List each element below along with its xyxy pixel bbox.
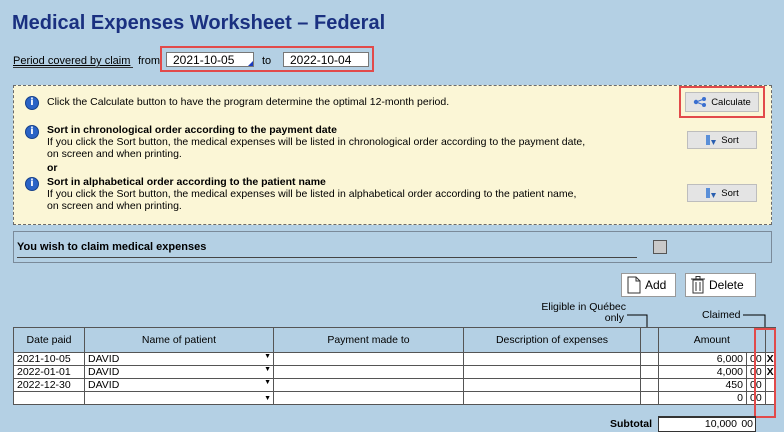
table-row (14, 392, 776, 405)
from-date-field[interactable]: 2021-10-05 (166, 52, 254, 67)
cents-cell[interactable]: 00 (747, 353, 766, 366)
sort-icon (705, 134, 717, 146)
dropdown-arrow-icon[interactable]: ▼ (264, 394, 271, 402)
header-amount: Amount (659, 328, 766, 353)
calculate-button[interactable] (685, 92, 759, 112)
date-cell[interactable] (14, 392, 85, 405)
claim-underline (17, 257, 637, 258)
date-cell[interactable]: 2021-10-05 (14, 353, 85, 366)
patient-cell[interactable] (85, 392, 274, 405)
calculate-info-text: Click the Calculate button to have the program determine the optimal 12-month period. (47, 96, 450, 108)
claimed-highlight (754, 328, 776, 418)
cents-cell[interactable]: 00 (747, 366, 766, 379)
or-label: or (47, 162, 58, 174)
quebec-cell[interactable] (641, 392, 659, 405)
chrono-heading: Sort in chronological order according to the payment date (47, 124, 337, 136)
table-row (14, 379, 776, 392)
add-document-icon (627, 276, 641, 294)
claimed-cell[interactable]: X (766, 353, 774, 365)
sort-icon (705, 187, 717, 199)
quebec-cell[interactable] (641, 366, 659, 379)
description-cell[interactable] (464, 379, 641, 392)
dropdown-arrow-icon[interactable]: ▼ (264, 366, 271, 373)
header-date-paid: Date paid (14, 328, 85, 353)
cents-cell[interactable]: 00 (747, 392, 766, 405)
dropdown-arrow-icon[interactable]: ▼ (264, 353, 271, 360)
payment-to-cell[interactable] (274, 353, 464, 366)
add-button[interactable] (621, 273, 676, 297)
amount-cell[interactable]: 0 (659, 392, 747, 405)
header-payment-to: Payment made to (274, 328, 464, 353)
amount-cell[interactable]: 4,000 (659, 366, 747, 379)
description-cell[interactable] (464, 353, 641, 366)
header-patient: Name of patient (85, 328, 274, 353)
subtotal-label: Subtotal (610, 418, 652, 430)
subtotal-cents: 00 (741, 418, 753, 430)
amount-cell[interactable]: 450 (659, 379, 747, 392)
subtotal-field (658, 416, 756, 432)
sort-chrono-button[interactable] (687, 131, 757, 149)
chrono-text: If you click the Sort button, the medical expenses will be listed in chronological order according to the payment date, (47, 136, 586, 148)
delete-label: Delete (709, 278, 744, 292)
payment-to-cell[interactable] (274, 392, 464, 405)
page-title: Medical Expenses Worksheet – Federal (12, 12, 386, 34)
from-label: from (138, 55, 160, 67)
sort-label: Sort (721, 134, 739, 146)
date-cell[interactable]: 2022-12-30 (14, 379, 85, 392)
quebec-cell[interactable] (641, 353, 659, 366)
alpha-text: If you click the Sort button, the medical expenses will be listed in alphabetical order according to the patient name, (47, 188, 577, 200)
eligible-quebec-line2: only (604, 312, 624, 324)
patient-cell[interactable]: ▼ DAVID (85, 366, 274, 379)
description-cell[interactable] (464, 366, 641, 379)
sort-label: Sort (721, 187, 739, 199)
chrono-text: on screen and when printing. (47, 148, 182, 160)
patient-cell[interactable]: ▼ DAVID (85, 353, 274, 366)
info-icon: i (25, 125, 39, 139)
to-label: to (262, 55, 272, 67)
expenses-table (13, 327, 776, 405)
description-cell[interactable] (464, 392, 641, 405)
calculate-label: Calculate (711, 96, 751, 108)
header-description: Description of expenses (464, 328, 641, 353)
table-row (14, 366, 776, 379)
alpha-text: on screen and when printing. (47, 200, 182, 212)
table-header-row (14, 328, 776, 353)
header-quebec (641, 328, 659, 353)
table-row (14, 353, 776, 366)
field-corner-marker (248, 61, 253, 66)
quebec-cell[interactable] (641, 379, 659, 392)
network-icon (693, 96, 707, 108)
claim-label: You wish to claim medical expenses (17, 241, 207, 253)
to-date-field[interactable]: 2022-10-04 (283, 52, 369, 67)
patient-cell[interactable]: ▼ DAVID (85, 379, 274, 392)
claim-checkbox[interactable] (653, 240, 667, 254)
eligible-quebec-note (536, 302, 626, 324)
payment-to-cell[interactable] (274, 379, 464, 392)
dropdown-arrow-icon[interactable]: ▼ (264, 379, 271, 386)
subtotal-amount: 10,000 (704, 418, 737, 430)
delete-button[interactable] (685, 273, 756, 297)
info-icon: i (25, 96, 39, 110)
alpha-heading: Sort in alphabetical order according to the patient name (47, 176, 326, 188)
date-cell[interactable]: 2022-01-01 (14, 366, 85, 379)
trash-icon (691, 276, 705, 294)
claimed-note: Claimed (702, 309, 741, 321)
payment-to-cell[interactable] (274, 366, 464, 379)
amount-cell[interactable]: 6,000 (659, 353, 747, 366)
period-underline (13, 67, 133, 68)
sort-alpha-button[interactable] (687, 184, 757, 202)
period-label: Period covered by claim (13, 55, 131, 67)
info-icon: i (25, 177, 39, 191)
add-label: Add (645, 278, 667, 292)
cents-cell[interactable]: 00 (747, 379, 766, 392)
eligible-quebec-line1: Eligible in Québec (541, 301, 626, 313)
claimed-cell[interactable]: X (766, 366, 774, 378)
